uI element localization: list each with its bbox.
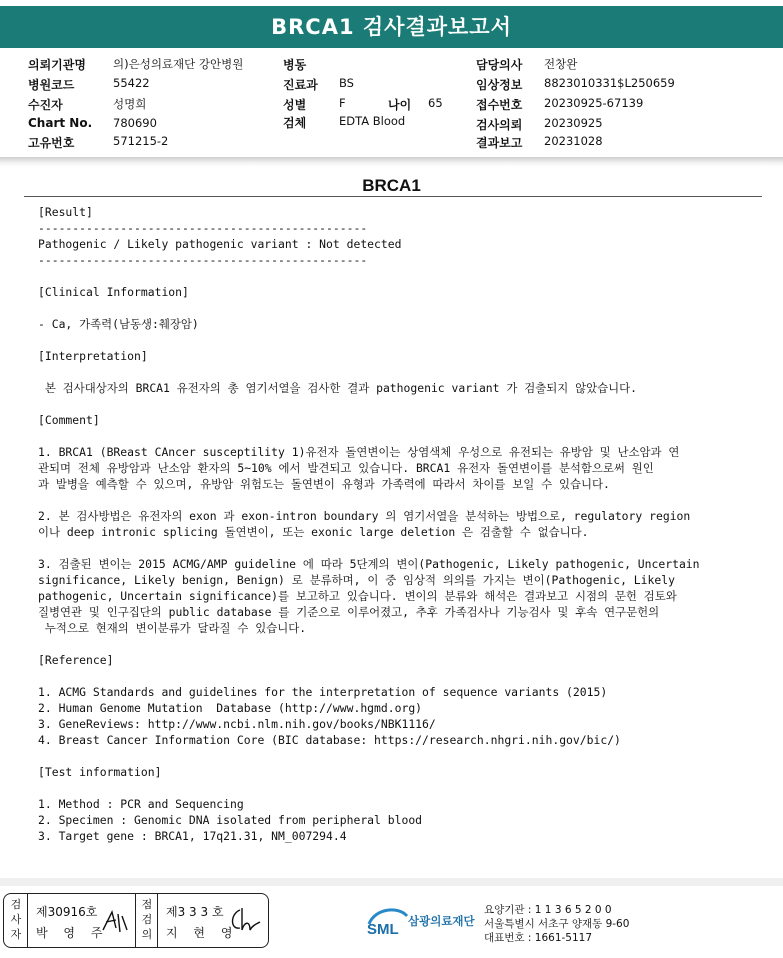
request-value: 20230925 xyxy=(544,116,603,130)
report-line: ------------------------------------------------ xyxy=(38,253,368,267)
report-line xyxy=(38,636,758,652)
ward-label: 병동 xyxy=(283,58,307,72)
examiner-label-char: 자 xyxy=(10,928,22,941)
phone-number: 대표번호 : 1661-5117 xyxy=(484,932,593,944)
report-date-value: 20231028 xyxy=(544,134,603,148)
reviewer-label-char: 점 xyxy=(141,898,153,911)
care-code: 요양기관 : 1 1 3 6 5 2 0 0 xyxy=(484,904,612,916)
report-line: 2. Specimen : Genomic DNA isolated from peripheral blood xyxy=(38,813,423,827)
report-line: 질병연관 및 인구집단의 public database 를 기준으로 이루어졌고, 추후 가족검사나 기능검사 및 후속 연구문헌의 xyxy=(38,605,660,619)
report-line xyxy=(38,428,758,444)
report-line xyxy=(38,668,758,684)
signature-box xyxy=(3,893,269,948)
report-line: [Reference] xyxy=(38,653,114,667)
institution-info xyxy=(484,903,629,945)
institution-label: 의뢰기관명 xyxy=(28,58,86,72)
report-line xyxy=(38,748,758,764)
report-line xyxy=(38,396,758,412)
report-line: ------------------------------------------------ xyxy=(38,221,368,235)
reviewer-label-char: 검 xyxy=(141,913,153,926)
examiner-signature xyxy=(100,906,132,936)
specimen-value: EDTA Blood xyxy=(339,114,406,128)
report-line: significance, Likely benign, Benign) 로 분류하며, 이 중 임상적 의의를 가지는 변이(Pathogenic, Likely xyxy=(38,573,675,587)
patient-info-panel xyxy=(0,56,783,152)
report-line: - Ca, 가족력(남동생:췌장암) xyxy=(38,317,199,331)
report-line: 2. 본 검사방법은 유전자의 exon 과 exon-intron boundary 의 염기서열을 분석하는 방법으로, regulatory region xyxy=(38,509,691,523)
reviewer-signature xyxy=(228,904,264,936)
sml-logo-mark xyxy=(365,904,409,940)
address: 서울특별시 서초구 양재동 9-60 xyxy=(484,918,630,930)
report-line: 3. 검출된 변이는 2015 ACMG/AMP guideline 에 따라 5단계의 변이(Pathogenic, Likely pathogenic, Uncertain xyxy=(38,557,700,571)
report-line: 본 검사대상자의 BRCA1 유전자의 총 염기서열을 검사한 결과 pathogenic variant 가 검출되지 않았습니다. xyxy=(38,381,637,395)
reviewer-label-char: 의 xyxy=(141,928,153,941)
request-label: 검사의뢰 xyxy=(476,118,523,132)
recipient-label: 수진자 xyxy=(28,98,63,112)
recipient-value: 성명희 xyxy=(113,97,147,111)
chart-no-value: 780690 xyxy=(113,116,157,130)
report-line: pathogenic, Uncertain significance)를 보고하고 있습니다. 변이의 분류와 해석은 결과보고 시점의 문헌 검토와 xyxy=(38,589,677,603)
report-line: [Comment] xyxy=(38,413,100,427)
age-label: 나이 xyxy=(388,98,412,112)
unique-no-value: 571215-2 xyxy=(113,134,169,148)
report-line: 2. Human Genome Mutation Database (http://www.hgmd.org) xyxy=(38,701,423,715)
report-line: [Test information] xyxy=(38,765,162,779)
report-line: [Result] xyxy=(38,205,93,219)
report-line xyxy=(38,268,758,284)
report-line: 3. Target gene : BRCA1, 17q21.31, NM_007294.4 xyxy=(38,829,347,843)
sex-label: 성별 xyxy=(283,98,307,112)
report-line: [Clinical Information] xyxy=(38,285,189,299)
report-line: 4. Breast Cancer Information Core (BIC database: https://research.nhgri.nih.gov/bic/) xyxy=(38,733,621,747)
report-title: BRCA1 xyxy=(362,176,421,195)
report-line: Pathogenic / Likely pathogenic variant : Not detected xyxy=(38,237,402,251)
doctor-label: 담당의사 xyxy=(476,58,523,72)
reviewer-number: 제3 3 3 호 xyxy=(166,905,224,919)
sex-value: F xyxy=(339,96,346,110)
dept-label: 진료과 xyxy=(283,78,318,92)
clinical-label: 임상정보 xyxy=(476,78,523,92)
examiner-cell xyxy=(28,894,136,947)
receipt-value: 20230925-67139 xyxy=(544,96,644,110)
unique-no-label: 고유번호 xyxy=(28,136,75,150)
reviewer-name: 지 현 영 xyxy=(166,926,239,940)
report-line: 1. BRCA1 (BReast CAncer susceptility 1)유전자 돌연변이는 상염색체 우성으로 유전되는 유방암 및 난소암과 연 xyxy=(38,445,680,459)
report-line: 1. Method : PCR and Sequencing xyxy=(38,797,244,811)
sml-logo-letters: SML xyxy=(367,921,399,938)
org-name: 삼광의료재단 xyxy=(408,914,475,928)
section-divider xyxy=(0,157,783,167)
report-line: [Interpretation] xyxy=(38,349,148,363)
report-title-rule xyxy=(24,196,762,197)
report-line xyxy=(38,540,758,556)
report-line xyxy=(38,364,758,380)
report-line: 3. GeneReviews: http://www.ncbi.nlm.nih.gov/books/NBK1116/ xyxy=(38,717,436,731)
receipt-label: 접수번호 xyxy=(476,98,523,112)
report-line: 1. ACMG Standards and guidelines for the interpretation of sequence variants (2015) xyxy=(38,685,608,699)
report-header-title: BRCA1 검사결과보고서 xyxy=(0,6,783,48)
age-value: 65 xyxy=(428,96,443,110)
reviewer-label-cell xyxy=(136,894,158,947)
institution-value: 의)은성의료재단 강안병원 xyxy=(113,57,244,71)
specimen-label: 검체 xyxy=(283,116,307,130)
examiner-label-cell xyxy=(4,894,28,947)
report-body xyxy=(38,204,758,844)
examiner-label-char: 검 xyxy=(10,898,22,911)
report-line xyxy=(38,780,758,796)
examiner-name: 박 영 주 xyxy=(36,926,109,940)
examiner-number: 제30916호 xyxy=(36,905,98,919)
hospital-code-value: 55422 xyxy=(113,76,150,90)
chart-no-label: Chart No. xyxy=(28,116,93,130)
report-line xyxy=(38,332,758,348)
dept-value: BS xyxy=(339,76,354,90)
report-line: 과 발병을 예측할 수 있으며, 유방암 위험도는 돌연변이 유형과 가족력에 따라서 차이를 보일 수 있습니다. xyxy=(38,477,610,491)
reviewer-cell xyxy=(158,894,268,947)
report-line xyxy=(38,300,758,316)
doctor-value: 전창완 xyxy=(544,57,578,71)
report-line xyxy=(38,492,758,508)
clinical-value: 8823010331$L250659 xyxy=(544,76,675,90)
report-date-label: 결과보고 xyxy=(476,136,523,150)
report-line: 이나 deep intronic splicing 돌연변이, 또는 exonic large deletion 은 검출할 수 없습니다. xyxy=(38,525,589,539)
hospital-code-label: 병원코드 xyxy=(28,78,75,92)
report-line: 관되며 전체 유방암과 난소암 환자의 5~10% 에서 발견되고 있습니다. BRCA1 유전자 돌연변이를 분석함으로써 원인 xyxy=(38,461,654,475)
examiner-label-char: 사 xyxy=(10,913,22,926)
report-line: 누적으로 현재의 변이분류가 달라질 수 있습니다. xyxy=(38,621,307,635)
